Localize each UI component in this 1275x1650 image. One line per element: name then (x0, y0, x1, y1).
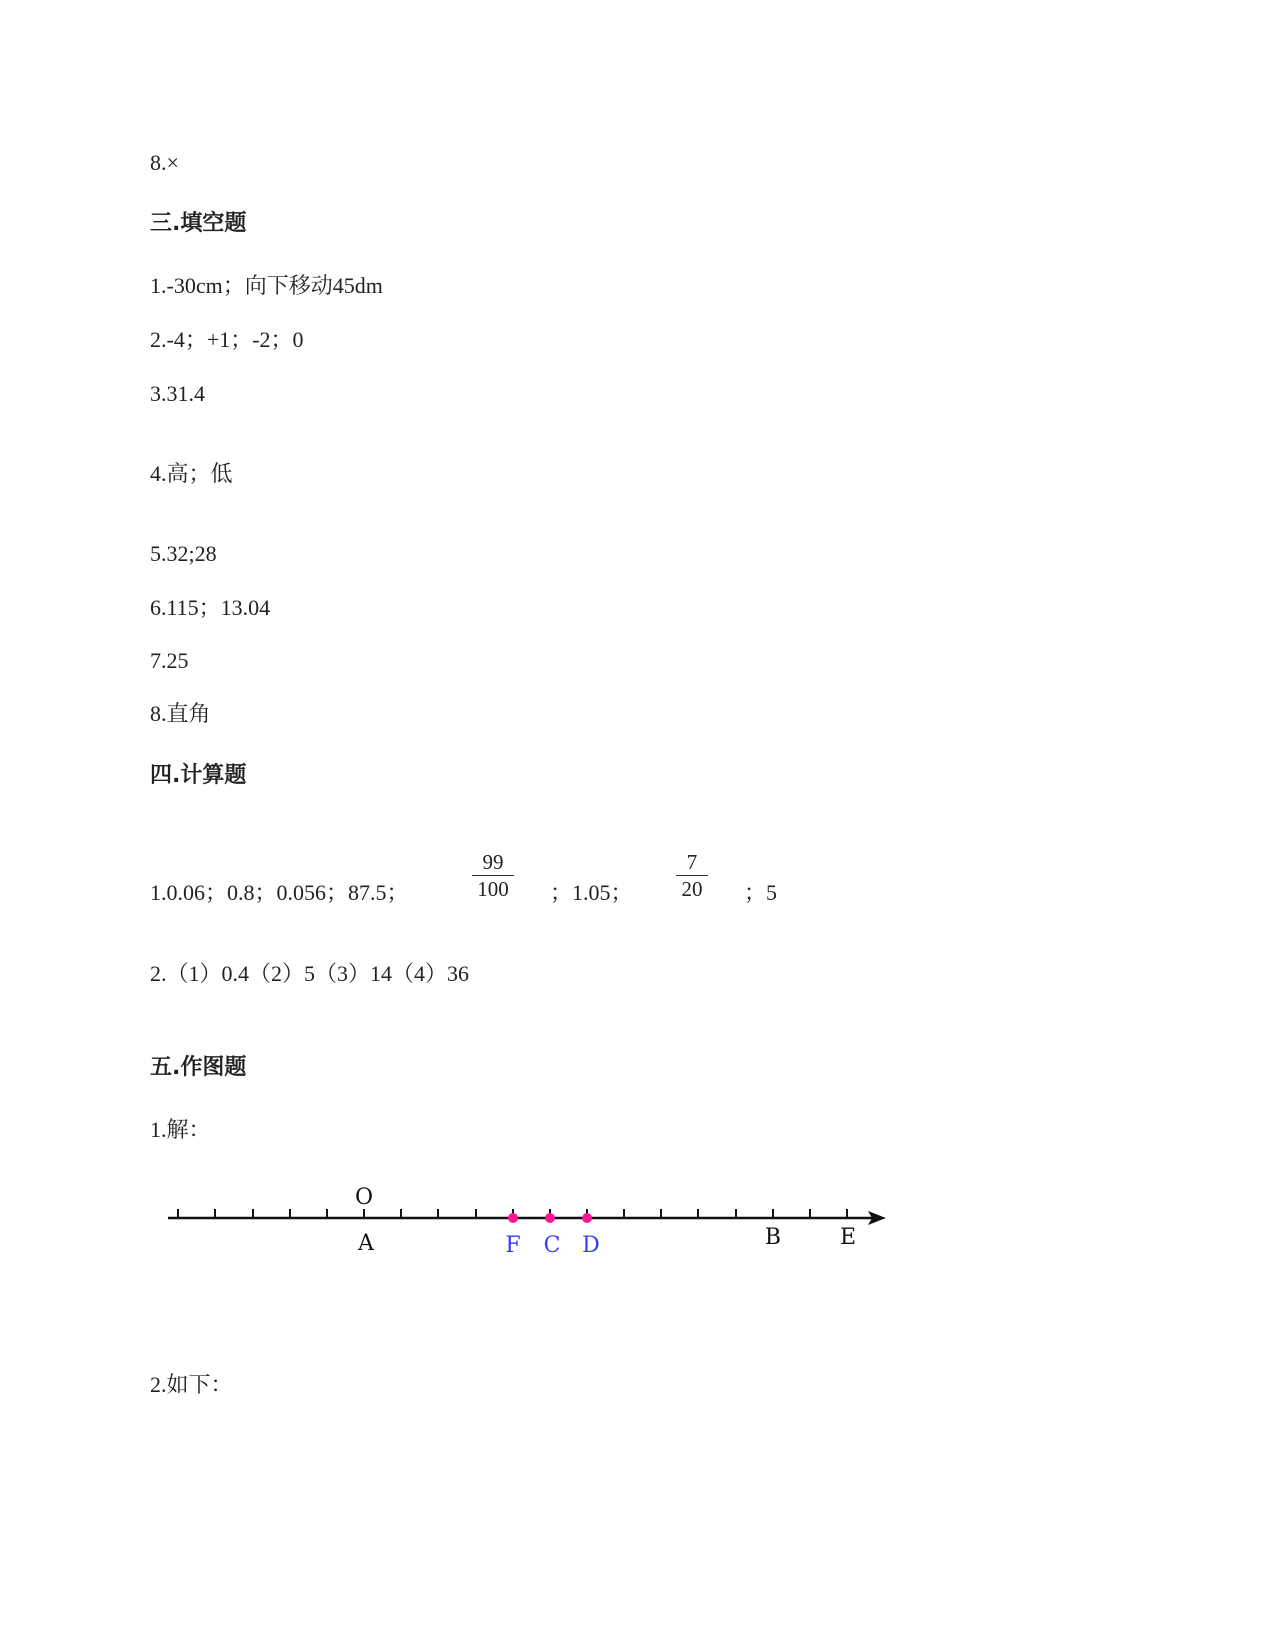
prev-answer-8: 8.× (150, 150, 179, 175)
point-F-marker (508, 1213, 518, 1223)
answer-3-3: 3.31.4 (150, 381, 205, 406)
answer-4-1-part2: ；1.05； (550, 880, 633, 905)
label-D: D (582, 1233, 600, 1258)
label-C: C (543, 1233, 561, 1258)
section-3-heading: 三.填空题 (150, 211, 247, 236)
label-A: A (358, 1231, 374, 1256)
answer-3-2: 2.-4；+1；-2；0 (150, 327, 304, 352)
answer-4-1-part1: 1.0.06；0.8；0.056；87.5； (150, 880, 409, 905)
section-4-heading: 四.计算题 (150, 763, 247, 788)
answer-3-8: 8.直角 (150, 701, 211, 726)
answer-3-5: 5.32;28 (150, 541, 217, 566)
section-5-heading: 五.作图题 (150, 1055, 247, 1080)
fraction-denominator: 100 (477, 877, 509, 901)
label-O: O (354, 1185, 374, 1210)
fraction-numerator: 7 (686, 850, 698, 874)
answer-3-7: 7.25 (150, 648, 189, 673)
answer-5-2: 2.如下： (150, 1372, 233, 1397)
label-F: F (505, 1233, 521, 1258)
answer-4-2: 2.（1）0.4（2）5（3）14（4）36 (150, 961, 470, 986)
answer-3-1: 1.-30cm；向下移动45dm (150, 273, 383, 298)
label-E: E (839, 1225, 857, 1250)
fraction-denominator: 20 (681, 877, 703, 901)
label-B: B (764, 1225, 782, 1250)
point-D-marker (582, 1213, 592, 1223)
point-C-marker (545, 1213, 555, 1223)
fraction-numerator: 99 (482, 850, 504, 874)
answer-4-1-part3: ；5 (744, 880, 778, 905)
answer-3-6: 6.115；13.04 (150, 595, 271, 620)
answer-3-4: 4.高；低 (150, 461, 233, 486)
answer-5-1: 1.解： (150, 1117, 211, 1142)
